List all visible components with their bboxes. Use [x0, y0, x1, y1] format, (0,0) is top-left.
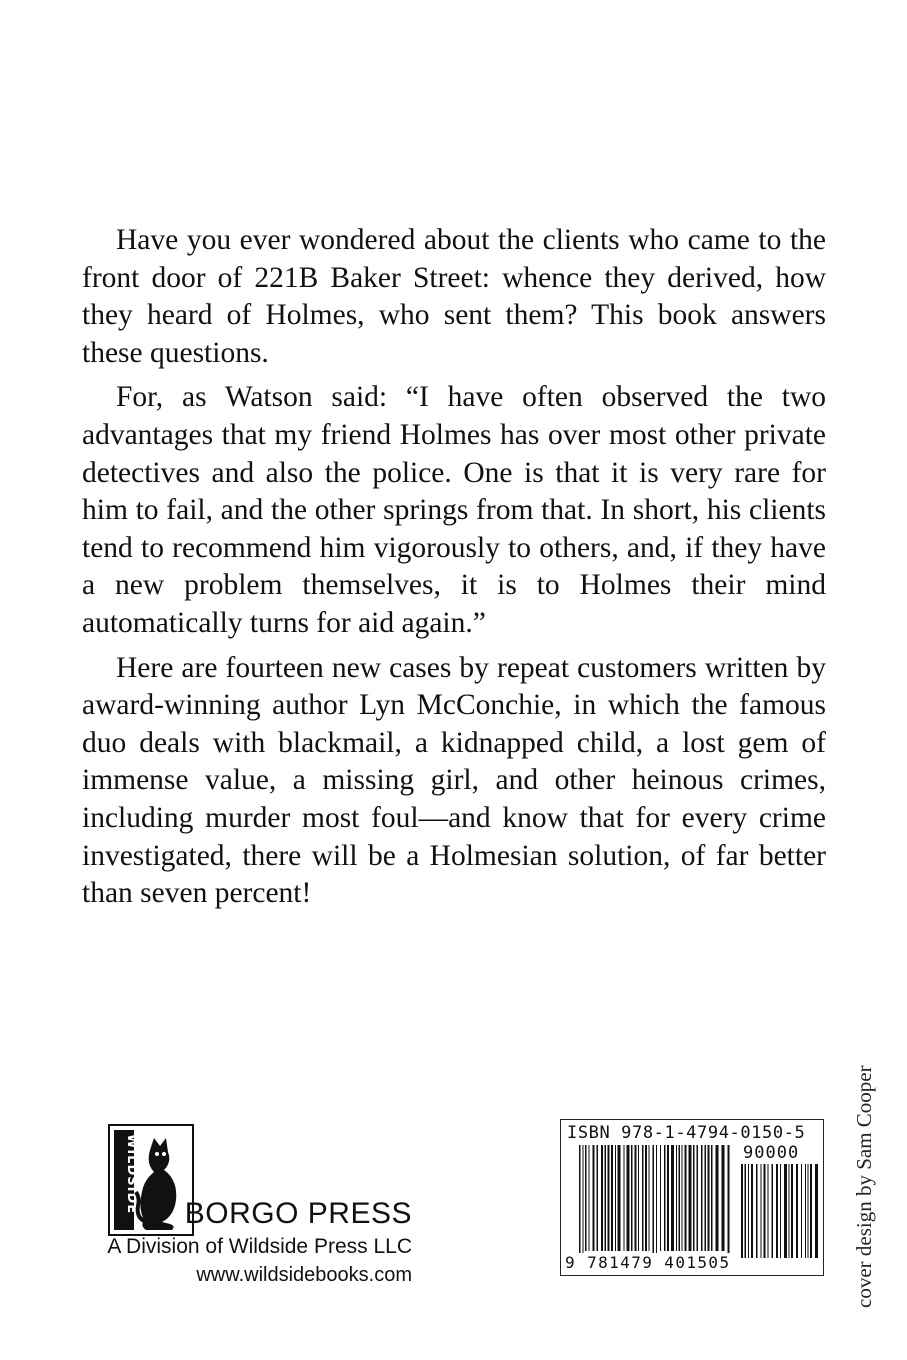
logo-lettering: WILDSIDE [124, 1134, 139, 1215]
publisher-url: www.wildsidebooks.com [196, 1264, 412, 1286]
blurb-paragraph-3: Here are fourteen new cases by repeat customers written by award-winning author Lyn McConchie, in which the famous duo deals with blackmail, a kidnapped child, a lost gem of immense value, a missing girl, and other heinous crimes, including murder most foul—and know that for every crime investigated, there will be a Holmesian solution, of far better than seven percent! [82, 651, 826, 910]
back-cover-blurb [82, 222, 826, 913]
publisher-name: BORGO PRESS [184, 1197, 412, 1230]
price-code: 90000 [743, 1143, 800, 1163]
cover-design-credit: cover design by Sam Cooper [852, 1065, 876, 1308]
blurb-paragraph-1: Have you ever wondered about the clients who came to the front door of 221B Baker Street: whence they derived, how they heard of Holmes, who sent them? This book answers these questions. [82, 224, 826, 369]
isbn-label: ISBN 978-1-4794-0150-5 [567, 1123, 806, 1143]
publisher-division: A Division of Wildside Press LLC [107, 1235, 412, 1258]
publisher-block [92, 1196, 412, 1288]
ean-digits: 9 781479 401505 [565, 1253, 731, 1272]
isbn-barcode [560, 1119, 824, 1276]
blurb-paragraph-2: For, as Watson said: “I have often observed the two advantages that my friend Holmes has over most other private detectives and also the police. One is that it is very rare for him to fail, and the other springs from that. In short, his clients tend to recommend him vigorously to others, and, if they have a new problem themselves, it is to Holmes their mind automatically turns for aid again.” [82, 381, 826, 639]
